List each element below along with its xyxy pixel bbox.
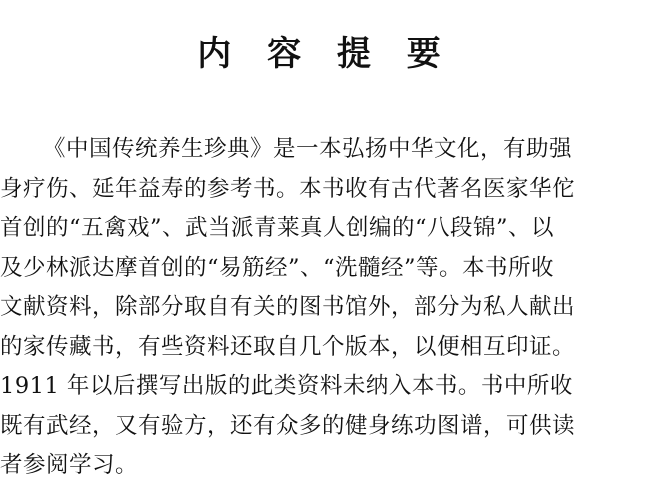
paragraph-line-6: 的家传藏书，有些资料还取自几个版本，以便相互印证。 — [0, 333, 576, 360]
paragraph-line-4: 及少林派达摩首创的“易筋经”、“洗髓经”等。本书所收 — [0, 254, 555, 281]
paragraph-line-8: 既有武经，又有验方，还有众多的健身练功图谱，可供读 — [0, 412, 576, 439]
paragraph-line-2: 身疗伤、延年益寿的参考书。本书收有古代著名医家华佗 — [0, 175, 576, 202]
paragraph-line-9: 者参阅学习。 — [0, 452, 139, 478]
paragraph-line-7: 1911 年以后撰写出版的此类资料未纳入本书。书中所收 — [0, 373, 573, 399]
page-title: 内 容 提 要 — [197, 34, 453, 74]
paragraph-line-5: 文献资料，除部分取自有关的图书馆外，部分为私人献出 — [0, 294, 576, 320]
paragraph-line-3: 首创的“五禽戏”、武当派青莱真人创编的“八段锦”、以 — [0, 215, 555, 241]
paragraph-line-1: 《中国传统养生珍典》是一本弘扬中华文化，有助强 — [43, 136, 573, 162]
summary-paragraph — [0, 130, 650, 486]
